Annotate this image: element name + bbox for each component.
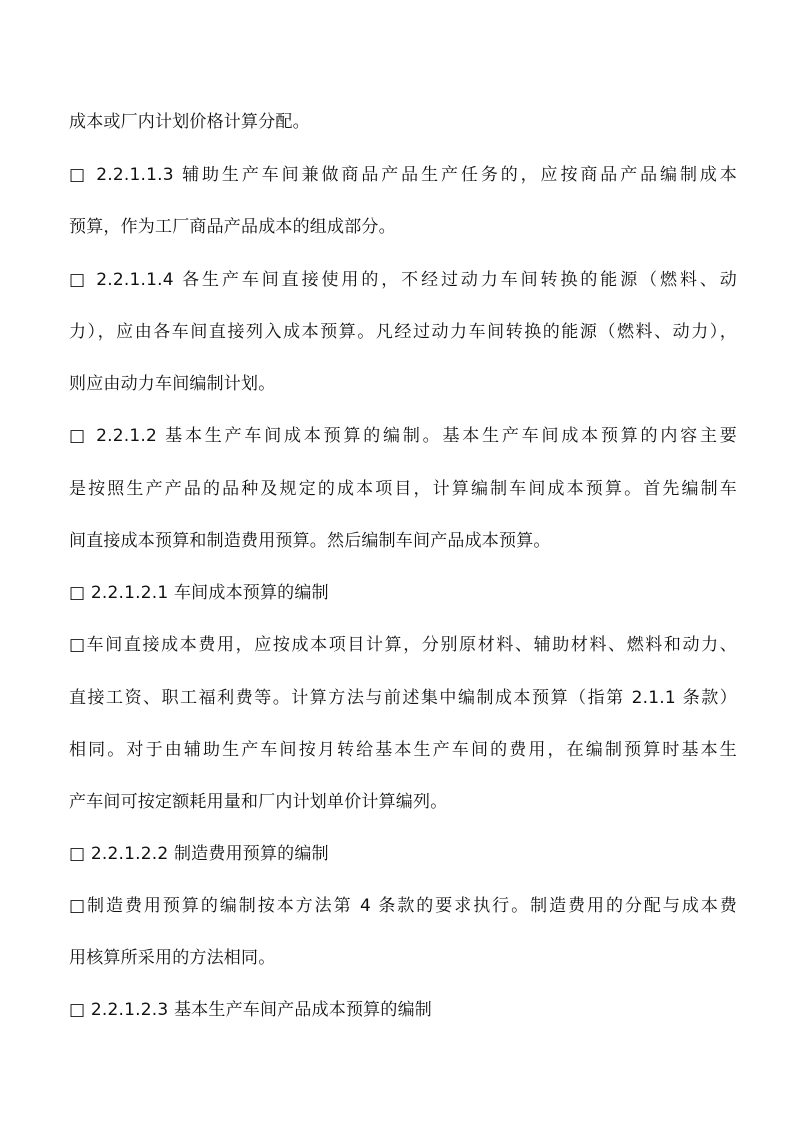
section-heading-2-2-1-2: □ 2.2.1.2 基本生产车间成本预算的编制。基本生产车间成本预算的内容主要	[69, 426, 737, 446]
text-line: 力），应由各车间直接列入成本预算。凡经过动力车间转换的能源（燃料、动力），	[69, 322, 737, 342]
text-line: 预算，作为工厂商品产品成本的组成部分。	[69, 217, 396, 237]
text-line: 相同。对于由辅助生产车间按月转给基本生产车间的费用，在编制预算时基本生	[69, 740, 737, 760]
text-line: 用核算所采用的方法相同。	[69, 948, 276, 968]
text-line: □制造费用预算的编制按本方法第 4 条款的要求执行。制造费用的分配与成本费	[69, 896, 737, 916]
text-line: 间直接成本预算和制造费用预算。然后编制车间产品成本预算。	[69, 531, 551, 551]
text-line: 则应由动力车间编制计划。	[69, 374, 276, 394]
section-heading-2-2-1-1-4: □ 2.2.1.1.4 各生产车间直接使用的，不经过动力车间转换的能源（燃料、动	[69, 270, 737, 290]
text-line: 是按照生产产品的品种及规定的成本项目，计算编制车间成本预算。首先编制车	[69, 479, 737, 499]
section-heading-2-2-1-2-1: □ 2.2.1.2.1 车间成本预算的编制	[69, 583, 329, 603]
section-heading-2-2-1-1-3: □ 2.2.1.1.3 辅助生产车间兼做商品产品生产任务的，应按商品产品编制成本	[69, 165, 737, 185]
section-heading-2-2-1-2-2: □ 2.2.1.2.2 制造费用预算的编制	[69, 844, 329, 864]
text-line: 成本或厂内计划价格计算分配。	[69, 112, 310, 132]
section-heading-2-2-1-2-3: □ 2.2.1.2.3 基本生产车间产品成本预算的编制	[69, 1000, 432, 1020]
text-line: 产车间可按定额耗用量和厂内计划单价计算编列。	[69, 792, 448, 812]
text-line: 直接工资、职工福利费等。计算方法与前述集中编制成本预算（指第 2.1.1 条款）	[69, 688, 737, 708]
text-line: □车间直接成本费用，应按成本项目计算，分别原材料、辅助材料、燃料和动力、	[69, 635, 737, 655]
